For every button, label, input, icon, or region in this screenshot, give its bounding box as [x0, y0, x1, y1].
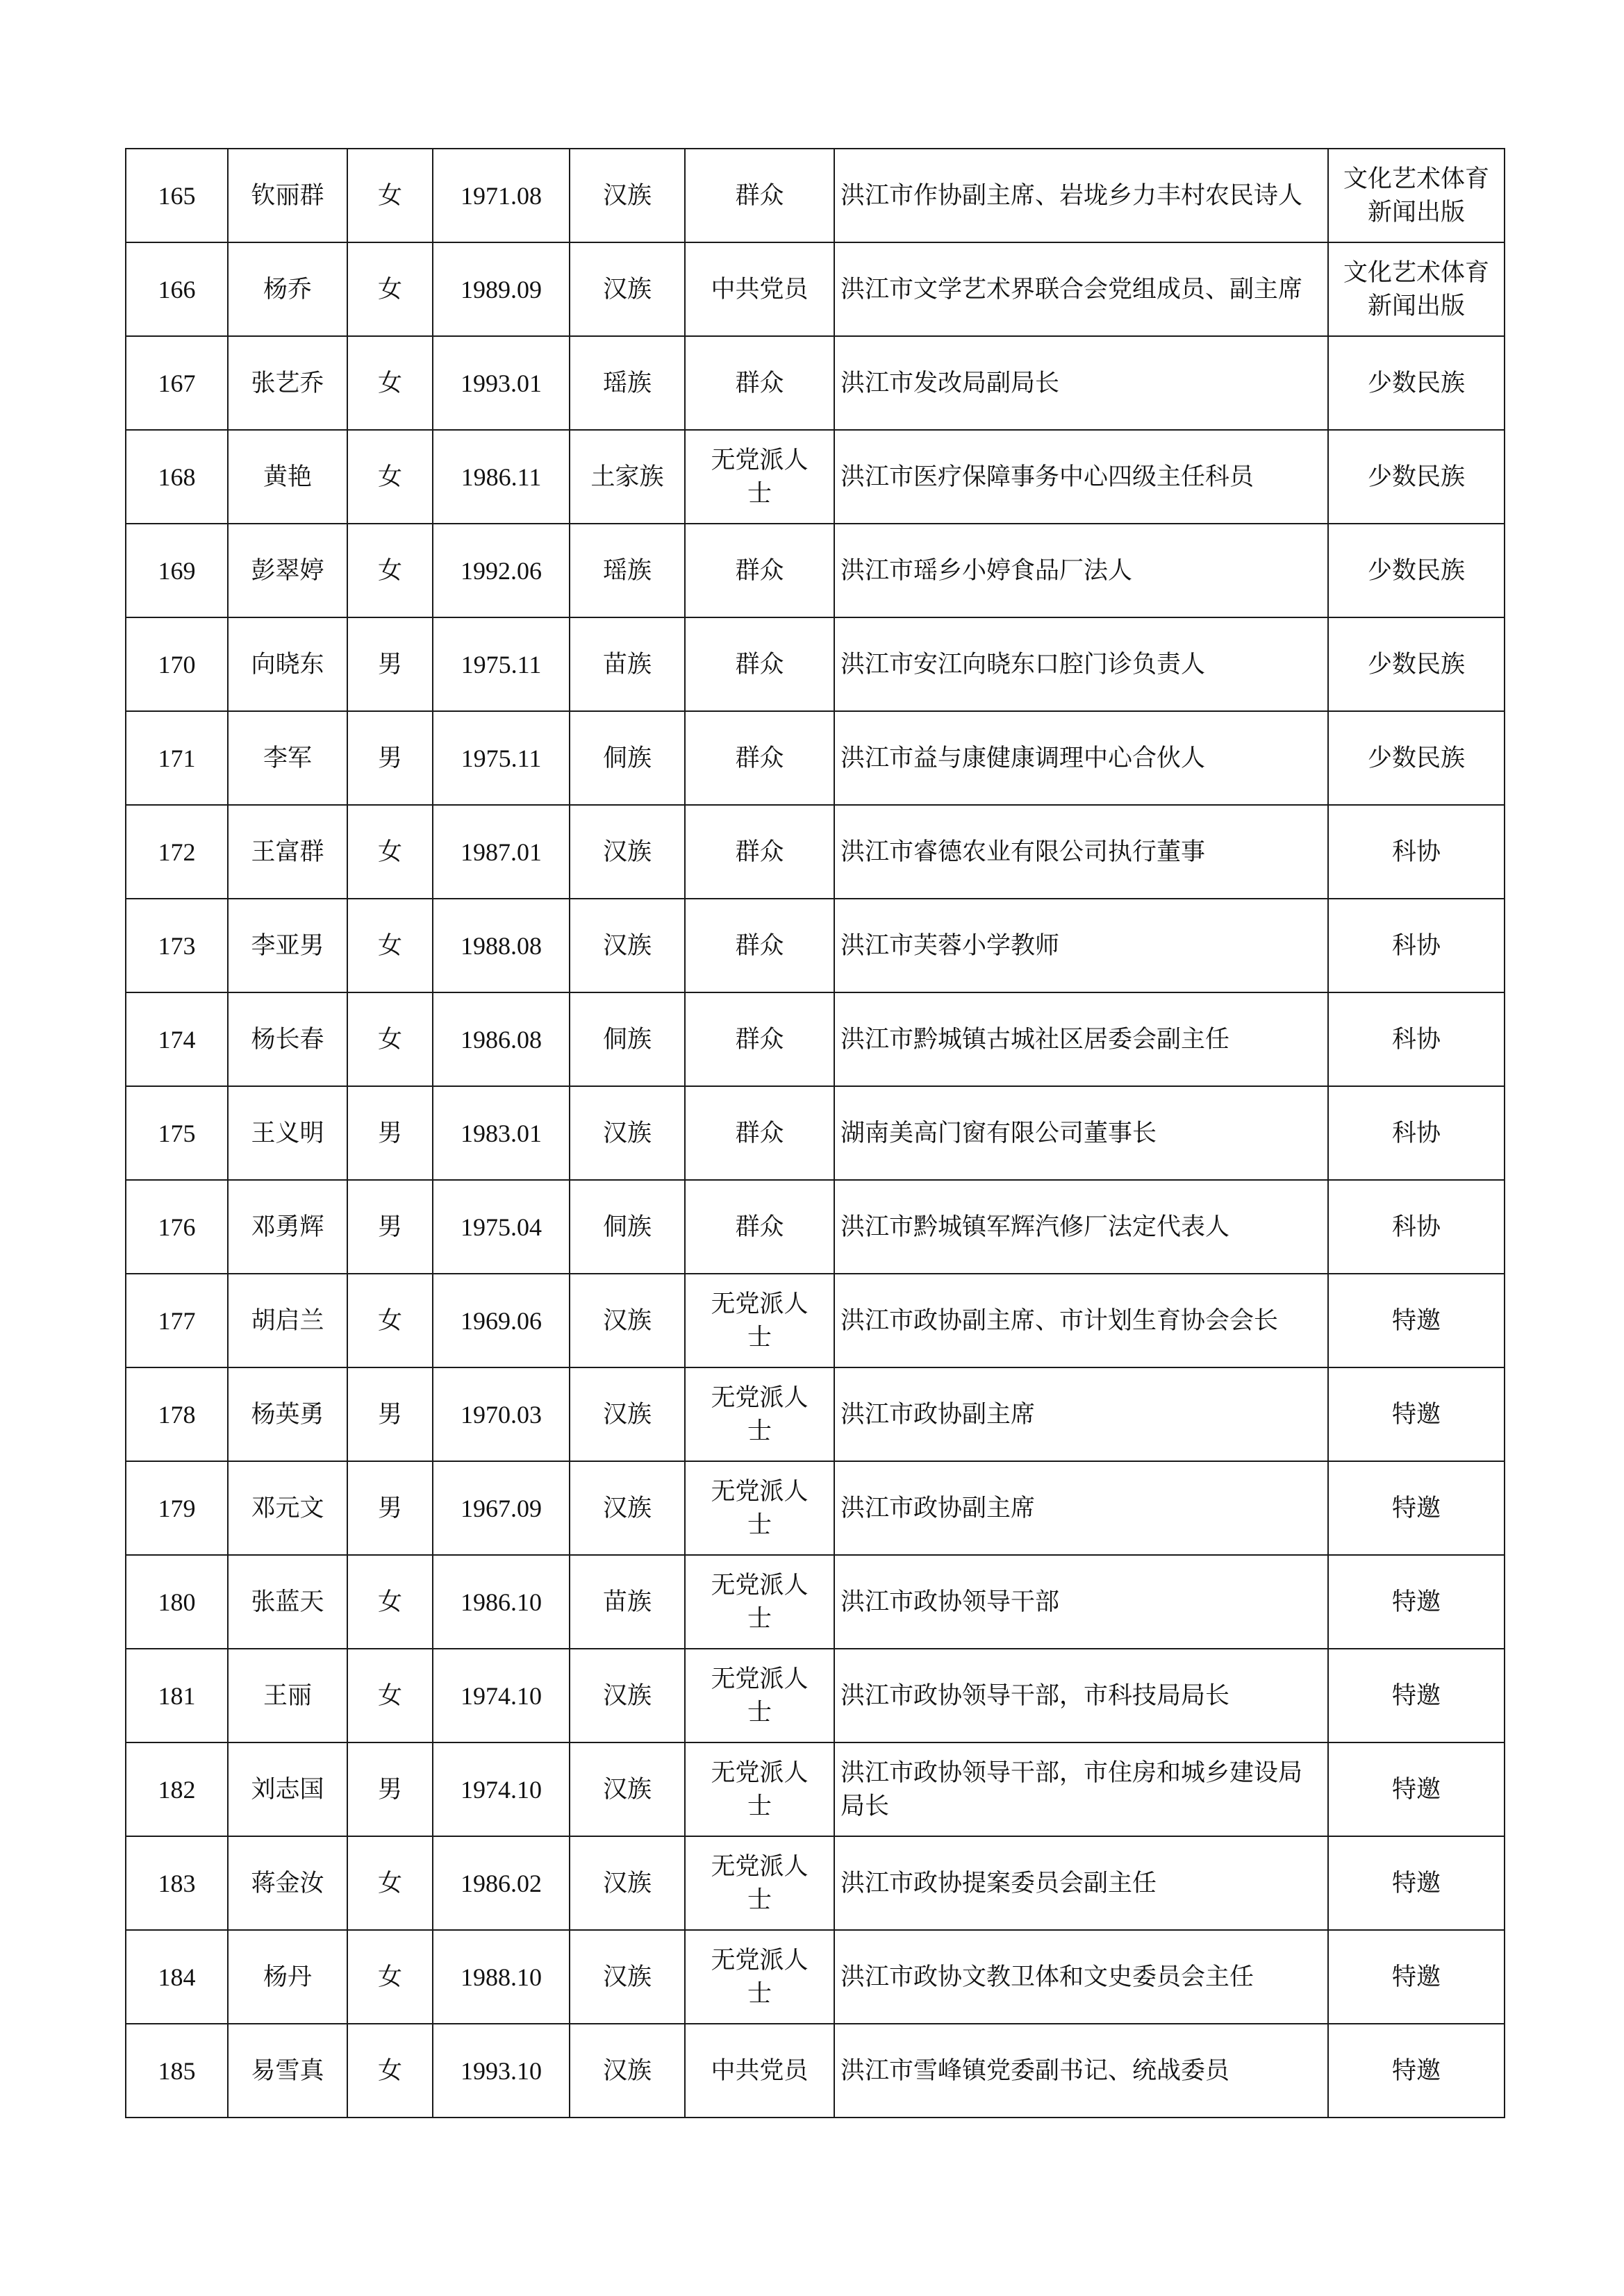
table-row — [126, 899, 1505, 992]
member-name-cell: 邓元文 — [228, 1461, 347, 1555]
member-name-cell: 杨丹 — [228, 1930, 347, 2024]
member-gender-cell: 女 — [347, 524, 433, 617]
table-row — [126, 1930, 1505, 2024]
member-sector-cell: 特邀 — [1328, 1461, 1505, 1555]
member-number-cell: 174 — [126, 992, 228, 1086]
member-number-cell: 167 — [126, 336, 228, 430]
table-row — [126, 336, 1505, 430]
member-post-cell: 洪江市瑶乡小婷食品厂法人 — [834, 524, 1328, 617]
table-row — [126, 524, 1505, 617]
member-name-cell: 邓勇辉 — [228, 1180, 347, 1274]
table-row — [126, 1742, 1505, 1836]
member-birth-date-cell: 1974.10 — [433, 1649, 570, 1742]
member-post-cell: 湖南美高门窗有限公司董事长 — [834, 1086, 1328, 1180]
member-gender-cell: 女 — [347, 805, 433, 899]
member-birth-date-cell: 1993.10 — [433, 2024, 570, 2118]
member-number-cell: 169 — [126, 524, 228, 617]
member-birth-date-cell: 1989.09 — [433, 242, 570, 336]
member-number-cell: 168 — [126, 430, 228, 524]
member-sector-cell: 科协 — [1328, 805, 1505, 899]
member-sector-cell: 特邀 — [1328, 1274, 1505, 1367]
table-row — [126, 992, 1505, 1086]
member-number-cell: 175 — [126, 1086, 228, 1180]
member-party-cell: 无党派人士 — [685, 430, 834, 524]
member-sector-cell: 少数民族 — [1328, 336, 1505, 430]
member-gender-cell: 女 — [347, 1930, 433, 2024]
member-ethnicity-cell: 汉族 — [570, 1742, 685, 1836]
member-gender-cell: 女 — [347, 1274, 433, 1367]
member-birth-date-cell: 1975.04 — [433, 1180, 570, 1274]
member-gender-cell: 男 — [347, 1180, 433, 1274]
member-birth-date-cell: 1969.06 — [433, 1274, 570, 1367]
member-gender-cell: 女 — [347, 149, 433, 242]
member-gender-cell: 女 — [347, 336, 433, 430]
member-sector-cell: 少数民族 — [1328, 430, 1505, 524]
member-ethnicity-cell: 侗族 — [570, 711, 685, 805]
member-ethnicity-cell: 苗族 — [570, 1555, 685, 1649]
member-party-cell: 群众 — [685, 805, 834, 899]
member-number-cell: 165 — [126, 149, 228, 242]
member-birth-date-cell: 1967.09 — [433, 1461, 570, 1555]
member-number-cell: 178 — [126, 1367, 228, 1461]
member-sector-cell: 文化艺术体育新闻出版 — [1328, 242, 1505, 336]
member-post-cell: 洪江市政协副主席 — [834, 1367, 1328, 1461]
member-number-cell: 182 — [126, 1742, 228, 1836]
member-name-cell: 李军 — [228, 711, 347, 805]
member-gender-cell: 女 — [347, 1649, 433, 1742]
member-sector-cell: 特邀 — [1328, 1930, 1505, 2024]
member-name-cell: 彭翠婷 — [228, 524, 347, 617]
member-ethnicity-cell: 汉族 — [570, 1461, 685, 1555]
member-number-cell: 181 — [126, 1649, 228, 1742]
member-sector-cell: 特邀 — [1328, 1367, 1505, 1461]
member-sector-cell: 特邀 — [1328, 1555, 1505, 1649]
member-party-cell: 群众 — [685, 1180, 834, 1274]
member-sector-cell: 科协 — [1328, 1180, 1505, 1274]
table-row — [126, 805, 1505, 899]
member-gender-cell: 女 — [347, 899, 433, 992]
member-sector-cell: 科协 — [1328, 1086, 1505, 1180]
member-party-cell: 群众 — [685, 617, 834, 711]
member-birth-date-cell: 1988.08 — [433, 899, 570, 992]
table-row — [126, 1086, 1505, 1180]
member-sector-cell: 科协 — [1328, 899, 1505, 992]
member-number-cell: 184 — [126, 1930, 228, 2024]
member-party-cell: 无党派人士 — [685, 1742, 834, 1836]
roster-body — [126, 149, 1505, 2118]
member-birth-date-cell: 1993.01 — [433, 336, 570, 430]
member-name-cell: 张蓝天 — [228, 1555, 347, 1649]
member-name-cell: 刘志国 — [228, 1742, 347, 1836]
member-party-cell: 无党派人士 — [685, 1930, 834, 2024]
member-ethnicity-cell: 汉族 — [570, 242, 685, 336]
member-number-cell: 166 — [126, 242, 228, 336]
member-party-cell: 群众 — [685, 992, 834, 1086]
member-number-cell: 185 — [126, 2024, 228, 2118]
member-sector-cell: 特邀 — [1328, 1649, 1505, 1742]
member-name-cell: 蒋金汝 — [228, 1836, 347, 1930]
member-birth-date-cell: 1988.10 — [433, 1930, 570, 2024]
member-sector-cell: 特邀 — [1328, 2024, 1505, 2118]
member-number-cell: 173 — [126, 899, 228, 992]
member-ethnicity-cell: 汉族 — [570, 805, 685, 899]
member-sector-cell: 科协 — [1328, 992, 1505, 1086]
member-party-cell: 群众 — [685, 899, 834, 992]
member-name-cell: 王富群 — [228, 805, 347, 899]
member-post-cell: 洪江市安江向晓东口腔门诊负责人 — [834, 617, 1328, 711]
member-gender-cell: 男 — [347, 711, 433, 805]
member-post-cell: 洪江市睿德农业有限公司执行董事 — [834, 805, 1328, 899]
member-birth-date-cell: 1986.10 — [433, 1555, 570, 1649]
member-ethnicity-cell: 汉族 — [570, 1274, 685, 1367]
member-name-cell: 李亚男 — [228, 899, 347, 992]
member-name-cell: 向晓东 — [228, 617, 347, 711]
table-row — [126, 1649, 1505, 1742]
member-gender-cell: 男 — [347, 617, 433, 711]
member-sector-cell: 少数民族 — [1328, 617, 1505, 711]
member-gender-cell: 女 — [347, 2024, 433, 2118]
member-sector-cell: 少数民族 — [1328, 524, 1505, 617]
member-post-cell: 洪江市黔城镇古城社区居委会副主任 — [834, 992, 1328, 1086]
member-name-cell: 王义明 — [228, 1086, 347, 1180]
member-number-cell: 172 — [126, 805, 228, 899]
member-ethnicity-cell: 汉族 — [570, 1086, 685, 1180]
member-party-cell: 群众 — [685, 711, 834, 805]
table-row — [126, 1555, 1505, 1649]
member-ethnicity-cell: 汉族 — [570, 1836, 685, 1930]
member-ethnicity-cell: 汉族 — [570, 1649, 685, 1742]
table-row — [126, 2024, 1505, 2118]
member-sector-cell: 少数民族 — [1328, 711, 1505, 805]
member-gender-cell: 女 — [347, 1555, 433, 1649]
member-post-cell: 洪江市政协提案委员会副主任 — [834, 1836, 1328, 1930]
member-ethnicity-cell: 汉族 — [570, 899, 685, 992]
member-party-cell: 无党派人士 — [685, 1836, 834, 1930]
member-post-cell: 洪江市发改局副局长 — [834, 336, 1328, 430]
member-gender-cell: 女 — [347, 992, 433, 1086]
member-ethnicity-cell: 汉族 — [570, 1367, 685, 1461]
member-party-cell: 中共党员 — [685, 2024, 834, 2118]
member-birth-date-cell: 1975.11 — [433, 617, 570, 711]
member-name-cell: 易雪真 — [228, 2024, 347, 2118]
member-party-cell: 群众 — [685, 336, 834, 430]
member-birth-date-cell: 1986.08 — [433, 992, 570, 1086]
member-post-cell: 洪江市文学艺术界联合会党组成员、副主席 — [834, 242, 1328, 336]
member-post-cell: 洪江市政协文教卫体和文史委员会主任 — [834, 1930, 1328, 2024]
member-gender-cell: 女 — [347, 430, 433, 524]
table-row — [126, 617, 1505, 711]
member-ethnicity-cell: 汉族 — [570, 2024, 685, 2118]
member-sector-cell: 文化艺术体育新闻出版 — [1328, 149, 1505, 242]
member-name-cell: 杨乔 — [228, 242, 347, 336]
member-post-cell: 洪江市政协领导干部，市科技局局长 — [834, 1649, 1328, 1742]
member-number-cell: 176 — [126, 1180, 228, 1274]
member-number-cell: 179 — [126, 1461, 228, 1555]
member-sector-cell: 特邀 — [1328, 1836, 1505, 1930]
table-row — [126, 1274, 1505, 1367]
member-birth-date-cell: 1970.03 — [433, 1367, 570, 1461]
member-birth-date-cell: 1986.02 — [433, 1836, 570, 1930]
member-name-cell: 张艺乔 — [228, 336, 347, 430]
member-birth-date-cell: 1987.01 — [433, 805, 570, 899]
member-post-cell: 洪江市芙蓉小学教师 — [834, 899, 1328, 992]
member-party-cell: 无党派人士 — [685, 1367, 834, 1461]
member-party-cell: 无党派人士 — [685, 1461, 834, 1555]
member-birth-date-cell: 1992.06 — [433, 524, 570, 617]
member-post-cell: 洪江市益与康健康调理中心合伙人 — [834, 711, 1328, 805]
member-post-cell: 洪江市雪峰镇党委副书记、统战委员 — [834, 2024, 1328, 2118]
member-post-cell: 洪江市政协领导干部 — [834, 1555, 1328, 1649]
member-name-cell: 杨长春 — [228, 992, 347, 1086]
table-row — [126, 149, 1505, 242]
member-post-cell: 洪江市医疗保障事务中心四级主任科员 — [834, 430, 1328, 524]
member-post-cell: 洪江市政协领导干部，市住房和城乡建设局局长 — [834, 1742, 1328, 1836]
member-birth-date-cell: 1975.11 — [433, 711, 570, 805]
member-ethnicity-cell: 汉族 — [570, 1930, 685, 2024]
member-roster-table — [125, 148, 1505, 2118]
member-sector-cell: 特邀 — [1328, 1742, 1505, 1836]
member-ethnicity-cell: 瑶族 — [570, 524, 685, 617]
member-name-cell: 王丽 — [228, 1649, 347, 1742]
member-name-cell: 胡启兰 — [228, 1274, 347, 1367]
member-post-cell: 洪江市政协副主席、市计划生育协会会长 — [834, 1274, 1328, 1367]
member-party-cell: 无党派人士 — [685, 1649, 834, 1742]
member-gender-cell: 男 — [347, 1461, 433, 1555]
member-birth-date-cell: 1974.10 — [433, 1742, 570, 1836]
member-name-cell: 杨英勇 — [228, 1367, 347, 1461]
member-birth-date-cell: 1983.01 — [433, 1086, 570, 1180]
member-party-cell: 群众 — [685, 149, 834, 242]
member-gender-cell: 男 — [347, 1742, 433, 1836]
member-gender-cell: 女 — [347, 242, 433, 336]
member-party-cell: 无党派人士 — [685, 1274, 834, 1367]
member-gender-cell: 男 — [347, 1367, 433, 1461]
member-ethnicity-cell: 侗族 — [570, 992, 685, 1086]
member-post-cell: 洪江市政协副主席 — [834, 1461, 1328, 1555]
member-birth-date-cell: 1971.08 — [433, 149, 570, 242]
table-row — [126, 1180, 1505, 1274]
member-number-cell: 177 — [126, 1274, 228, 1367]
table-row — [126, 430, 1505, 524]
member-party-cell: 群众 — [685, 524, 834, 617]
member-party-cell: 群众 — [685, 1086, 834, 1180]
member-party-cell: 中共党员 — [685, 242, 834, 336]
member-birth-date-cell: 1986.11 — [433, 430, 570, 524]
member-number-cell: 170 — [126, 617, 228, 711]
member-gender-cell: 男 — [347, 1086, 433, 1180]
table-row — [126, 1367, 1505, 1461]
member-gender-cell: 女 — [347, 1836, 433, 1930]
member-post-cell: 洪江市黔城镇军辉汽修厂法定代表人 — [834, 1180, 1328, 1274]
member-ethnicity-cell: 土家族 — [570, 430, 685, 524]
table-row — [126, 1836, 1505, 1930]
table-row — [126, 242, 1505, 336]
member-party-cell: 无党派人士 — [685, 1555, 834, 1649]
member-ethnicity-cell: 侗族 — [570, 1180, 685, 1274]
member-number-cell: 180 — [126, 1555, 228, 1649]
member-number-cell: 171 — [126, 711, 228, 805]
member-number-cell: 183 — [126, 1836, 228, 1930]
member-post-cell: 洪江市作协副主席、岩垅乡力丰村农民诗人 — [834, 149, 1328, 242]
member-ethnicity-cell: 瑶族 — [570, 336, 685, 430]
table-row — [126, 711, 1505, 805]
table-row — [126, 1461, 1505, 1555]
member-name-cell: 黄艳 — [228, 430, 347, 524]
member-ethnicity-cell: 汉族 — [570, 149, 685, 242]
member-name-cell: 钦丽群 — [228, 149, 347, 242]
member-ethnicity-cell: 苗族 — [570, 617, 685, 711]
